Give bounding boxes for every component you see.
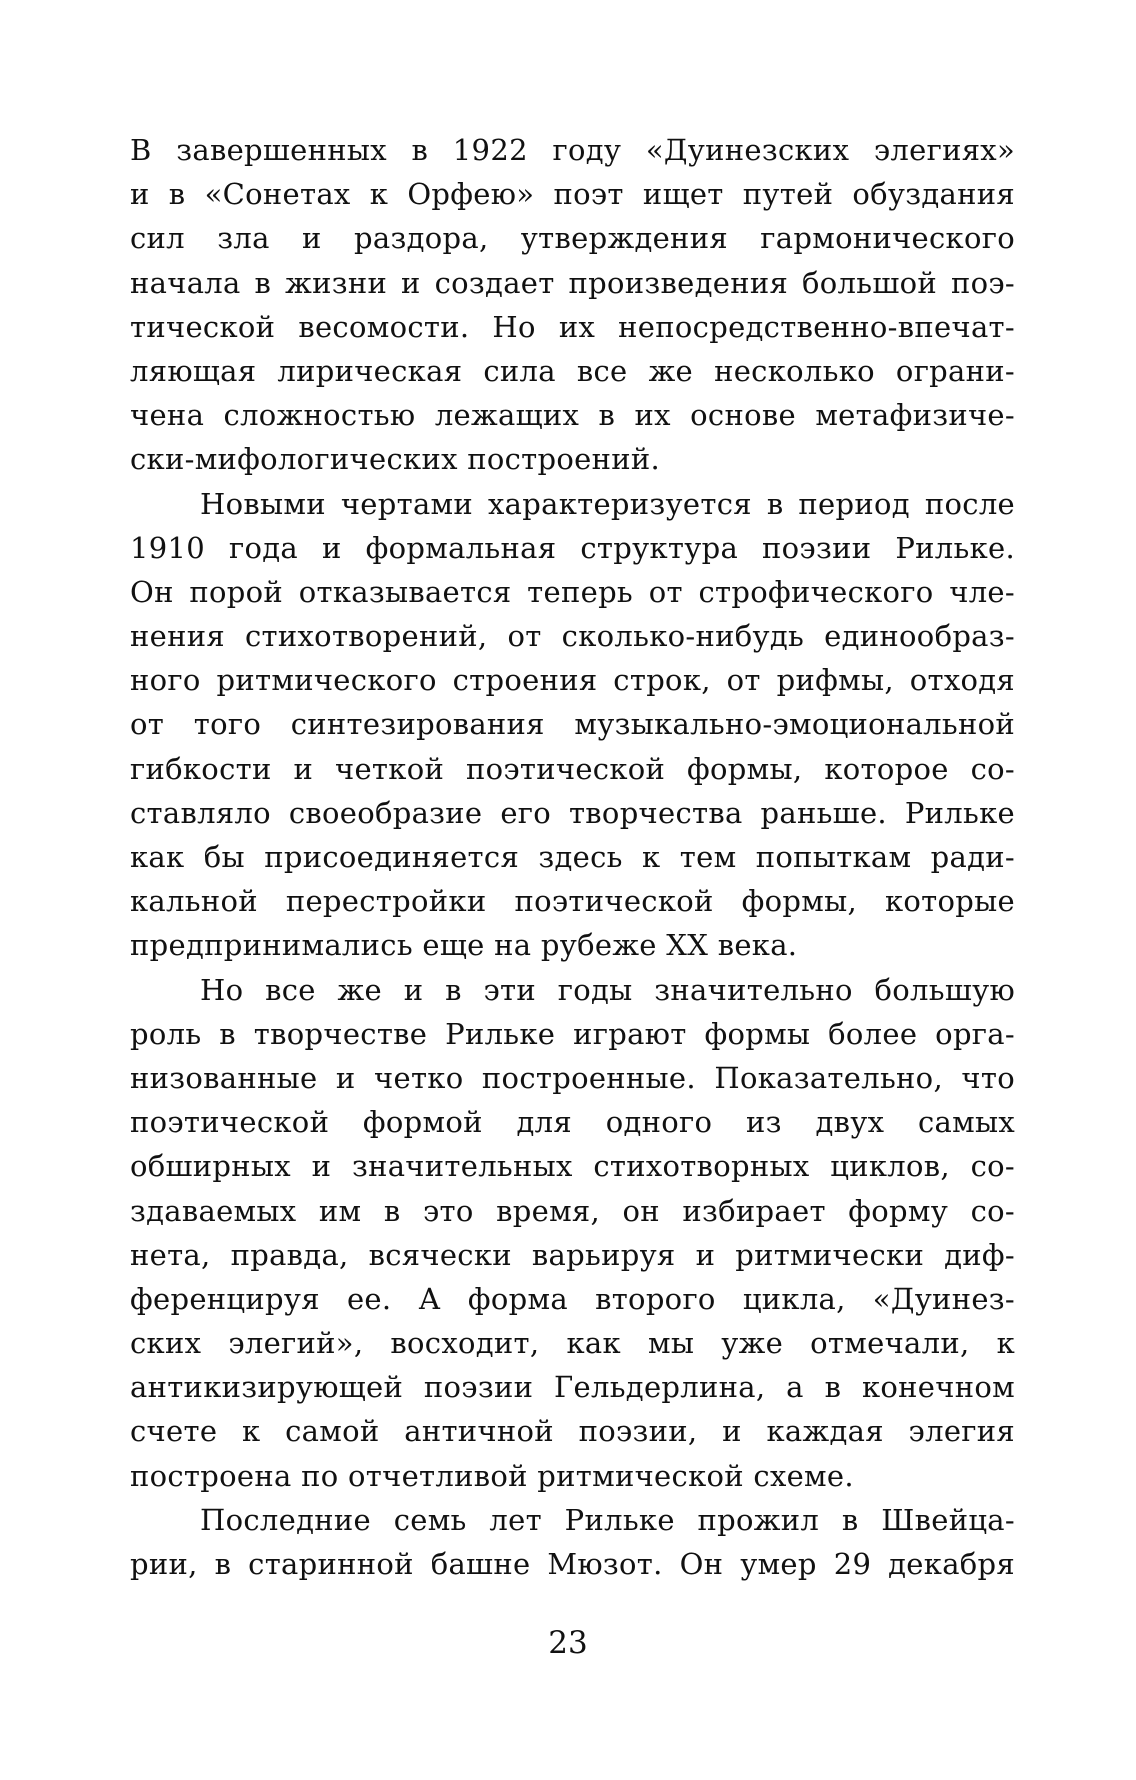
text-line: Он порой отказывается теперь от строфического чле- <box>130 574 1015 609</box>
paragraph-4 <box>130 1498 1015 1586</box>
text-line: 1910 года и формальная структура поэзии Рильке. <box>130 530 1015 565</box>
text-line: ференцируя ее. А форма второго цикла, «Дуинез- <box>130 1281 1015 1316</box>
text-line: счете к самой античной поэзии, и каждая элегия <box>130 1414 1015 1449</box>
text-line: рии, в старинной башне Мюзот. Он умер 29 декабря <box>130 1547 1015 1581</box>
text-line: нета, правда, всячески варьируя и ритмически диф- <box>130 1237 1015 1272</box>
text-line: роль в творчестве Рильке играют формы более орга- <box>130 1016 1015 1051</box>
text-line: ляющая лирическая сила все же несколько ограни- <box>130 353 1015 388</box>
text-line: построена по отчетливой ритмической схеме. <box>130 1458 854 1493</box>
text-line: поэтической формой для одного из двух самых <box>130 1105 1015 1140</box>
text-line: нения стихотворений, от сколько-нибудь единообраз- <box>130 619 1015 654</box>
text-line: В завершенных в 1922 году «Дуинезских элегиях» <box>130 133 1015 167</box>
text-line: здаваемых им в это время, он избирает форму со- <box>130 1193 1015 1228</box>
paragraph-3 <box>130 968 1015 1498</box>
text-line: предпринимались еще на рубеже XX века. <box>130 928 798 963</box>
text-line: тической весомости. Но их непосредственно-впечат- <box>130 309 1015 344</box>
text-line: чена сложностью лежащих в их основе метафизиче- <box>130 398 1015 433</box>
text-line: ного ритмического строения строк, от рифмы, отходя <box>130 663 1015 698</box>
page-number: 23 <box>548 1625 588 1661</box>
text-line: сил зла и раздора, утверждения гармонического <box>130 221 1015 256</box>
text-line: ски-мифологических построений. <box>130 442 661 477</box>
paragraph-2 <box>130 482 1015 968</box>
text-line: Последние семь лет Рильке прожил в Швейца- <box>200 1502 1015 1537</box>
text-line: антикизирующей поэзии Гельдерлина, а в конечном <box>130 1370 1015 1405</box>
text-line: гибкости и четкой поэтической формы, которое со- <box>130 751 1015 786</box>
text-line: Новыми чертами характеризуется в период после <box>200 486 1015 521</box>
text-line: начала в жизни и создает произведения большой поэ- <box>130 265 1015 300</box>
text-line: обширных и значительных стихотворных циклов, со- <box>130 1149 1015 1184</box>
text-line: как бы присоединяется здесь к тем попыткам ради- <box>130 840 1015 874</box>
text-line: ставляло своеобразие его творчества раньше. Рильке <box>130 795 1015 830</box>
page-body <box>130 128 1015 1586</box>
text-line: и в «Сонетах к Орфею» поэт ищет путей обуздания <box>130 177 1015 212</box>
paragraph-1 <box>130 128 1015 482</box>
text-line: ских элегий», восходит, как мы уже отмечали, к <box>130 1326 1015 1361</box>
text-line: низованные и четко построенные. Показательно, что <box>130 1060 1015 1095</box>
text-line: от того синтезирования музыкально-эмоциональной <box>130 707 1015 742</box>
text-line: кальной перестройки поэтической формы, которые <box>130 884 1015 919</box>
text-line: Но все же и в эти годы значительно большую <box>200 972 1015 1007</box>
